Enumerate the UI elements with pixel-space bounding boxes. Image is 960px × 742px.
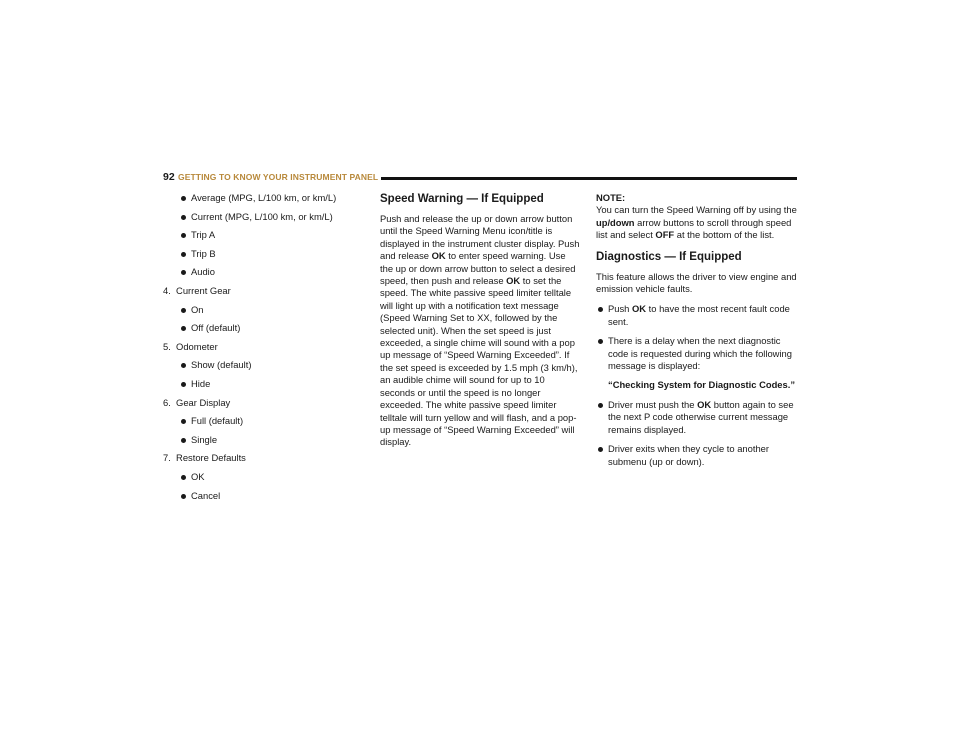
list-item: Cancel <box>179 490 363 502</box>
list-item: Hide <box>179 378 363 390</box>
item-number: 7. <box>163 452 171 464</box>
list-item: There is a delay when the next diagnostic code is requested during which the following message is displayed: <box>596 335 800 372</box>
page-number: 92 <box>163 171 175 183</box>
speed-warning-body: Push and release the up or down arrow button until the Speed Warning Menu icon/title is displayed in the instrument cluster display. Push and release OK to enter speed warning. Use the up or down arrow button to select a desired speed, then push and release OK to set the speed. The white passive speed limiter telltale will light up with a notification text message (Speed Warning Set to XX, followed by the selected unit). When the set speed is just exceeded, a single chime will sound with a pop up message of “Speed Warning Exceeded”. If the set speed is exceeded by 1.5 mph (3 km/h), an audible chime will sound for up to 10 seconds or until the speed is no longer exceeded. The white passive speed limiter telltale will turn yellow and will flash, and a pop-up message of “Speed Warning Exceeded” will display. <box>380 213 580 448</box>
item-label: Current Gear <box>176 284 231 296</box>
list-item: Off (default) <box>179 322 363 334</box>
item-label: Gear Display <box>176 396 231 408</box>
list-item: Driver exits when they cycle to another submenu (up or down). <box>596 443 800 468</box>
list-item: Average (MPG, L/100 km, or km/L) <box>179 192 363 204</box>
item-number: 6. <box>163 396 171 408</box>
header-rule <box>381 177 797 180</box>
list-item: On <box>179 304 363 316</box>
numbered-item <box>163 452 363 464</box>
item-label: Odometer <box>176 340 218 352</box>
item-number: 4. <box>163 284 171 296</box>
section-title: GETTING TO KNOW YOUR INSTRUMENT PANEL <box>178 172 379 182</box>
item-number: 5. <box>163 340 171 352</box>
list-item: Single <box>179 434 363 446</box>
diagnostics-intro: This feature allows the driver to view engine and emission vehicle faults. <box>596 270 797 295</box>
list-item: OK <box>179 471 363 483</box>
list-item: Current (MPG, L/100 km, or km/L) <box>179 211 363 223</box>
page-header <box>163 171 797 185</box>
numbered-item <box>163 397 363 409</box>
list-item: Full (default) <box>179 415 363 427</box>
list-item: Driver must push the OK button again to see the next P code otherwise current message remains displayed. <box>596 399 800 436</box>
note-text: You can turn the Speed Warning off by using the up/down arrow buttons to scroll through speed list and select OFF at the bottom of the list. <box>596 204 797 241</box>
right-column <box>596 192 800 475</box>
list-item: Audio <box>179 266 363 278</box>
list-item: Trip B <box>179 248 363 260</box>
diagnostic-message: “Checking System for Diagnostic Codes.” <box>608 379 796 391</box>
note-label: NOTE: <box>596 192 626 203</box>
list-item: Trip A <box>179 229 363 241</box>
numbered-item <box>163 341 363 353</box>
speed-warning-heading: Speed Warning — If Equipped <box>380 193 544 205</box>
left-column <box>163 192 363 508</box>
list-item: Push OK to have the most recent fault code sent. <box>596 303 800 328</box>
middle-column <box>380 192 580 457</box>
item-label: Restore Defaults <box>176 452 246 464</box>
numbered-item <box>163 285 363 297</box>
list-item: Show (default) <box>179 359 363 371</box>
diagnostics-heading: Diagnostics — If Equipped <box>596 250 742 263</box>
